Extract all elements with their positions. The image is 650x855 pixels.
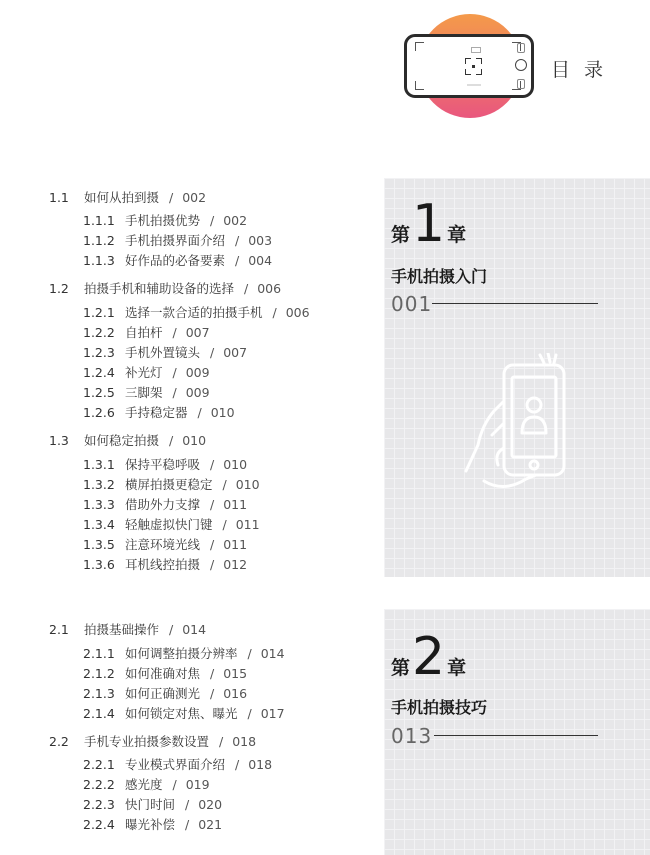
chapter-heading xyxy=(391,194,467,254)
toc-page: 011 xyxy=(235,517,260,532)
toc-title: 手机外置镜头 xyxy=(125,345,201,360)
toc-subsection[interactable] xyxy=(83,795,222,813)
chapter-number: 2 xyxy=(412,627,446,687)
focus-frame-icon xyxy=(465,58,482,75)
toc-subsection[interactable] xyxy=(83,515,260,533)
frame-corner xyxy=(415,42,424,51)
toc-title: 选择一款合适的拍摄手机 xyxy=(125,305,263,320)
toc-number: 1.3.6 xyxy=(83,557,115,572)
toc-section[interactable] xyxy=(49,431,206,449)
toc-section[interactable] xyxy=(49,732,256,750)
toc-section[interactable] xyxy=(49,279,281,297)
toc-separator: / xyxy=(247,706,252,721)
frame-corner xyxy=(415,81,424,90)
toc-number: 2.1 xyxy=(49,622,69,637)
mode-indicator xyxy=(467,84,481,86)
toc-separator: / xyxy=(185,797,190,812)
toc-page: 007 xyxy=(223,345,248,360)
chapter-heading xyxy=(391,627,467,687)
toc-number: 1.2.5 xyxy=(83,385,115,400)
chapter-rule xyxy=(434,735,598,736)
toc-separator: / xyxy=(210,213,215,228)
toc-title: 注意环境光线 xyxy=(125,537,201,552)
toc-number: 1.1 xyxy=(49,190,69,205)
chapter-prefix: 第 xyxy=(391,224,411,246)
toc-separator: / xyxy=(219,734,224,749)
hand-phone-illustration-icon xyxy=(464,353,574,503)
toc-number: 2.1.2 xyxy=(83,666,115,681)
toc-number: 2.2.4 xyxy=(83,817,115,832)
toc-subsection[interactable] xyxy=(83,383,210,401)
phone-screen xyxy=(415,42,521,90)
toc-number: 1.2.4 xyxy=(83,365,115,380)
toc-title: 保持平稳呼吸 xyxy=(125,457,201,472)
chapter-panel-2 xyxy=(384,609,650,855)
page-title: 目 录 xyxy=(551,59,608,81)
toc-subsection[interactable] xyxy=(83,211,247,229)
toc-title: 如何从拍到摄 xyxy=(84,190,160,205)
toc-subsection[interactable] xyxy=(83,343,247,361)
toc-title: 如何正确测光 xyxy=(125,686,201,701)
toc-title: 补光灯 xyxy=(125,365,163,380)
toc-number: 1.3.1 xyxy=(83,457,115,472)
toc-number: 1.2.3 xyxy=(83,345,115,360)
toc-title: 三脚架 xyxy=(125,385,163,400)
toc-page: 021 xyxy=(198,817,223,832)
toc-page: 012 xyxy=(223,557,248,572)
toc-title: 横屏拍摄更稳定 xyxy=(125,477,213,492)
toc-page: 004 xyxy=(248,253,273,268)
toc-number: 2.1.1 xyxy=(83,646,115,661)
toc-number: 1.3 xyxy=(49,433,69,448)
toc-title: 好作品的必备要素 xyxy=(125,253,226,268)
toc-number: 1.2.2 xyxy=(83,325,115,340)
toc-subsection[interactable] xyxy=(83,403,235,421)
toc-separator: / xyxy=(222,517,227,532)
toc-page: 009 xyxy=(185,365,210,380)
toc-separator: / xyxy=(272,305,277,320)
toc-subsection[interactable] xyxy=(83,323,210,341)
toc-number: 1.1.3 xyxy=(83,253,115,268)
toc-subsection[interactable] xyxy=(83,303,310,321)
toc-page: 010 xyxy=(210,405,235,420)
toc-page: 010 xyxy=(235,477,260,492)
toc-subsection[interactable] xyxy=(83,644,285,662)
toc-subsection[interactable] xyxy=(83,704,285,722)
toc-page: 010 xyxy=(223,457,248,472)
toc-separator: / xyxy=(210,666,215,681)
toc-number: 2.2.3 xyxy=(83,797,115,812)
toc-number: 1.2.6 xyxy=(83,405,115,420)
toc-separator: / xyxy=(172,777,177,792)
toc-number: 1.3.5 xyxy=(83,537,115,552)
toc-number: 1.1.1 xyxy=(83,213,115,228)
toc-page: 016 xyxy=(223,686,248,701)
toc-separator: / xyxy=(172,385,177,400)
toc-title: 自拍杆 xyxy=(125,325,163,340)
toc-page: 009 xyxy=(185,385,210,400)
toc-separator: / xyxy=(222,477,227,492)
toc-separator: / xyxy=(169,190,174,205)
toc-separator: / xyxy=(210,497,215,512)
toc-page: 020 xyxy=(198,797,223,812)
toc-page: 017 xyxy=(260,706,285,721)
toc-separator: / xyxy=(210,537,215,552)
toc-page: 018 xyxy=(248,757,273,772)
toc-title: 手机拍摄优势 xyxy=(125,213,201,228)
toc-subsection[interactable] xyxy=(83,815,222,833)
toc-number: 1.3.4 xyxy=(83,517,115,532)
toc-page: 018 xyxy=(232,734,257,749)
toc-subsection[interactable] xyxy=(83,535,247,553)
toc-title: 专业模式界面介绍 xyxy=(125,757,226,772)
phone-camera-icon xyxy=(404,34,534,98)
toc-separator: / xyxy=(210,557,215,572)
toc-separator: / xyxy=(247,646,252,661)
toc-page: 002 xyxy=(182,190,207,205)
toc-subsection[interactable] xyxy=(83,363,210,381)
toc-title: 感光度 xyxy=(125,777,163,792)
toc-title: 曝光补偿 xyxy=(125,817,176,832)
toc-title: 手机专业拍摄参数设置 xyxy=(84,734,210,749)
toc-page: 010 xyxy=(182,433,207,448)
toc-subsection[interactable] xyxy=(83,251,272,269)
toc-subsection[interactable] xyxy=(83,231,272,249)
status-indicator xyxy=(471,47,481,53)
toc-subsection[interactable] xyxy=(83,495,247,513)
phone-side-icon xyxy=(517,79,525,89)
chapter-suffix: 章 xyxy=(447,224,467,246)
toc-number: 2.2 xyxy=(49,734,69,749)
toc-title: 轻触虚拟快门键 xyxy=(125,517,213,532)
toc-subsection[interactable] xyxy=(83,555,247,573)
toc-page: 007 xyxy=(185,325,210,340)
toc-separator: / xyxy=(210,345,215,360)
chapter-page: 001 xyxy=(391,292,433,316)
toc-page: 003 xyxy=(248,233,273,248)
toc-title: 如何锁定对焦、曝光 xyxy=(125,706,238,721)
toc-separator: / xyxy=(235,757,240,772)
toc-page: 011 xyxy=(223,497,248,512)
chapter-page: 013 xyxy=(391,724,433,748)
toc-title: 如何准确对焦 xyxy=(125,666,201,681)
toc-number: 1.2.1 xyxy=(83,305,115,320)
chapter-rule xyxy=(432,303,598,304)
toc-page: 014 xyxy=(260,646,285,661)
toc-section[interactable] xyxy=(49,620,206,638)
toc-separator: / xyxy=(169,622,174,637)
toc-subsection[interactable] xyxy=(83,755,272,773)
toc-separator: / xyxy=(235,233,240,248)
toc-page: 002 xyxy=(223,213,248,228)
toc-subsection[interactable] xyxy=(83,664,247,682)
toc-separator: / xyxy=(197,405,202,420)
shutter-button-icon xyxy=(515,59,527,71)
toc-separator: / xyxy=(172,365,177,380)
toc-separator: / xyxy=(172,325,177,340)
toc-title: 借助外力支撑 xyxy=(125,497,201,512)
toc-separator: / xyxy=(185,817,190,832)
toc-number: 2.2.2 xyxy=(83,777,115,792)
toc-separator: / xyxy=(210,457,215,472)
toc-title: 如何稳定拍摄 xyxy=(84,433,160,448)
chapter-prefix: 第 xyxy=(391,657,411,679)
chapter-title: 手机拍摄技巧 xyxy=(391,698,488,717)
toc-page: 006 xyxy=(285,305,310,320)
toc-number: 1.1.2 xyxy=(83,233,115,248)
toc-number: 2.2.1 xyxy=(83,757,115,772)
toc-number: 1.3.2 xyxy=(83,477,115,492)
chapter-number: 1 xyxy=(412,194,446,254)
phone-side-icon xyxy=(517,43,525,53)
toc-section[interactable] xyxy=(49,188,206,206)
toc-title: 耳机线控拍摄 xyxy=(125,557,201,572)
toc-subsection[interactable] xyxy=(83,455,247,473)
toc-title: 手持稳定器 xyxy=(125,405,188,420)
toc-subsection[interactable] xyxy=(83,775,210,793)
toc-separator: / xyxy=(169,433,174,448)
toc-separator: / xyxy=(235,253,240,268)
toc-page: 006 xyxy=(257,281,282,296)
toc-title: 如何调整拍摄分辨率 xyxy=(125,646,238,661)
toc-title: 拍摄基础操作 xyxy=(84,622,160,637)
toc-page: 014 xyxy=(182,622,207,637)
toc-separator: / xyxy=(210,686,215,701)
chapter-suffix: 章 xyxy=(447,657,467,679)
page-header xyxy=(0,0,650,140)
toc-subsection[interactable] xyxy=(83,684,247,702)
toc-page: 015 xyxy=(223,666,248,681)
toc-number: 1.2 xyxy=(49,281,69,296)
toc-title: 拍摄手机和辅助设备的选择 xyxy=(84,281,235,296)
toc-separator: / xyxy=(244,281,249,296)
toc-number: 1.3.3 xyxy=(83,497,115,512)
toc-page: 011 xyxy=(223,537,248,552)
chapter-title: 手机拍摄入门 xyxy=(391,267,488,286)
toc-subsection[interactable] xyxy=(83,475,260,493)
toc-number: 2.1.3 xyxy=(83,686,115,701)
chapter-panel-1 xyxy=(384,178,650,577)
toc-title: 快门时间 xyxy=(125,797,176,812)
toc-title: 手机拍摄界面介绍 xyxy=(125,233,226,248)
toc-page: 019 xyxy=(185,777,210,792)
toc-number: 2.1.4 xyxy=(83,706,115,721)
